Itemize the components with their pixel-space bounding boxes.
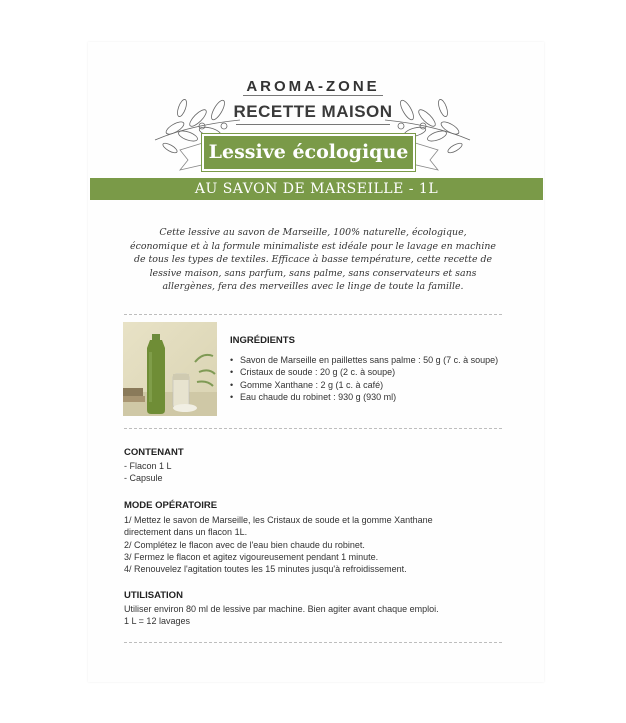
divider bbox=[124, 428, 502, 429]
divider bbox=[124, 642, 502, 643]
recette-label: RECETTE MAISON bbox=[233, 102, 393, 121]
mode-text bbox=[124, 514, 454, 575]
text-line: 3/ Fermez le flacon et agitez vigoureusement pendant 1 minute. bbox=[124, 551, 379, 562]
list-item: - Capsule bbox=[124, 473, 163, 484]
list-item: - Flacon 1 L bbox=[124, 461, 172, 471]
text-line: 1 L = 12 lavages bbox=[124, 616, 190, 627]
list-item: • Eau chaude du robinet : 930 g (930 ml) bbox=[230, 391, 498, 403]
text-line: directement dans un flacon 1L. bbox=[124, 527, 248, 538]
product-photo bbox=[123, 322, 217, 416]
intro-text: Cette lessive au savon de Marseille, 100% naturelle, écologique, économique et à la formule minimaliste est idéale pour le lavage en machine de tous les types de textiles. Efficace à basse température, cette recette de lessive maison, sans parfum, sans palme, sans conservateurs et sans allergènes, fera des merveilles avec le linge de toute la famille. bbox=[130, 227, 496, 292]
ingredients-list bbox=[230, 354, 498, 403]
page-subtitle: AU SAVON DE MARSEILLE - 1L bbox=[194, 181, 439, 197]
divider bbox=[124, 314, 502, 315]
list-item: • Cristaux de soude : 20 g (2 c. à soupe) bbox=[230, 366, 498, 378]
mode-title: MODE OPÉRATOIRE bbox=[124, 500, 218, 511]
list-item: • Gomme Xanthane : 2 g (1 c. à café) bbox=[230, 379, 498, 391]
text-line: Utiliser environ 80 ml de lessive par machine. Bien agiter avant chaque emploi. bbox=[124, 604, 439, 614]
text-line: 4/ Renouvelez l'agitation toutes les 15 minutes jusqu'à refroidissement. bbox=[124, 564, 407, 575]
ingredients-title: INGRÉDIENTS bbox=[230, 335, 295, 346]
list-item: • Savon de Marseille en paillettes sans palme : 50 g (7 c. à soupe) bbox=[230, 354, 498, 366]
contenant-title: CONTENANT bbox=[124, 447, 184, 458]
text-line: 2/ Complétez le flacon avec de l'eau bien chaude du robinet. bbox=[124, 539, 365, 550]
text-line: 1/ Mettez le savon de Marseille, les Cristaux de soude et la gomme Xanthane bbox=[124, 515, 433, 525]
page-title: Lessive écologique bbox=[208, 141, 409, 163]
divider bbox=[236, 124, 390, 125]
utilisation-text bbox=[124, 603, 454, 628]
bottle-image-icon bbox=[123, 322, 217, 416]
brand-logo: AROMA-ZONE bbox=[246, 78, 380, 95]
utilisation-title: UTILISATION bbox=[124, 590, 183, 601]
divider bbox=[243, 95, 383, 96]
contenant-list bbox=[124, 460, 454, 485]
